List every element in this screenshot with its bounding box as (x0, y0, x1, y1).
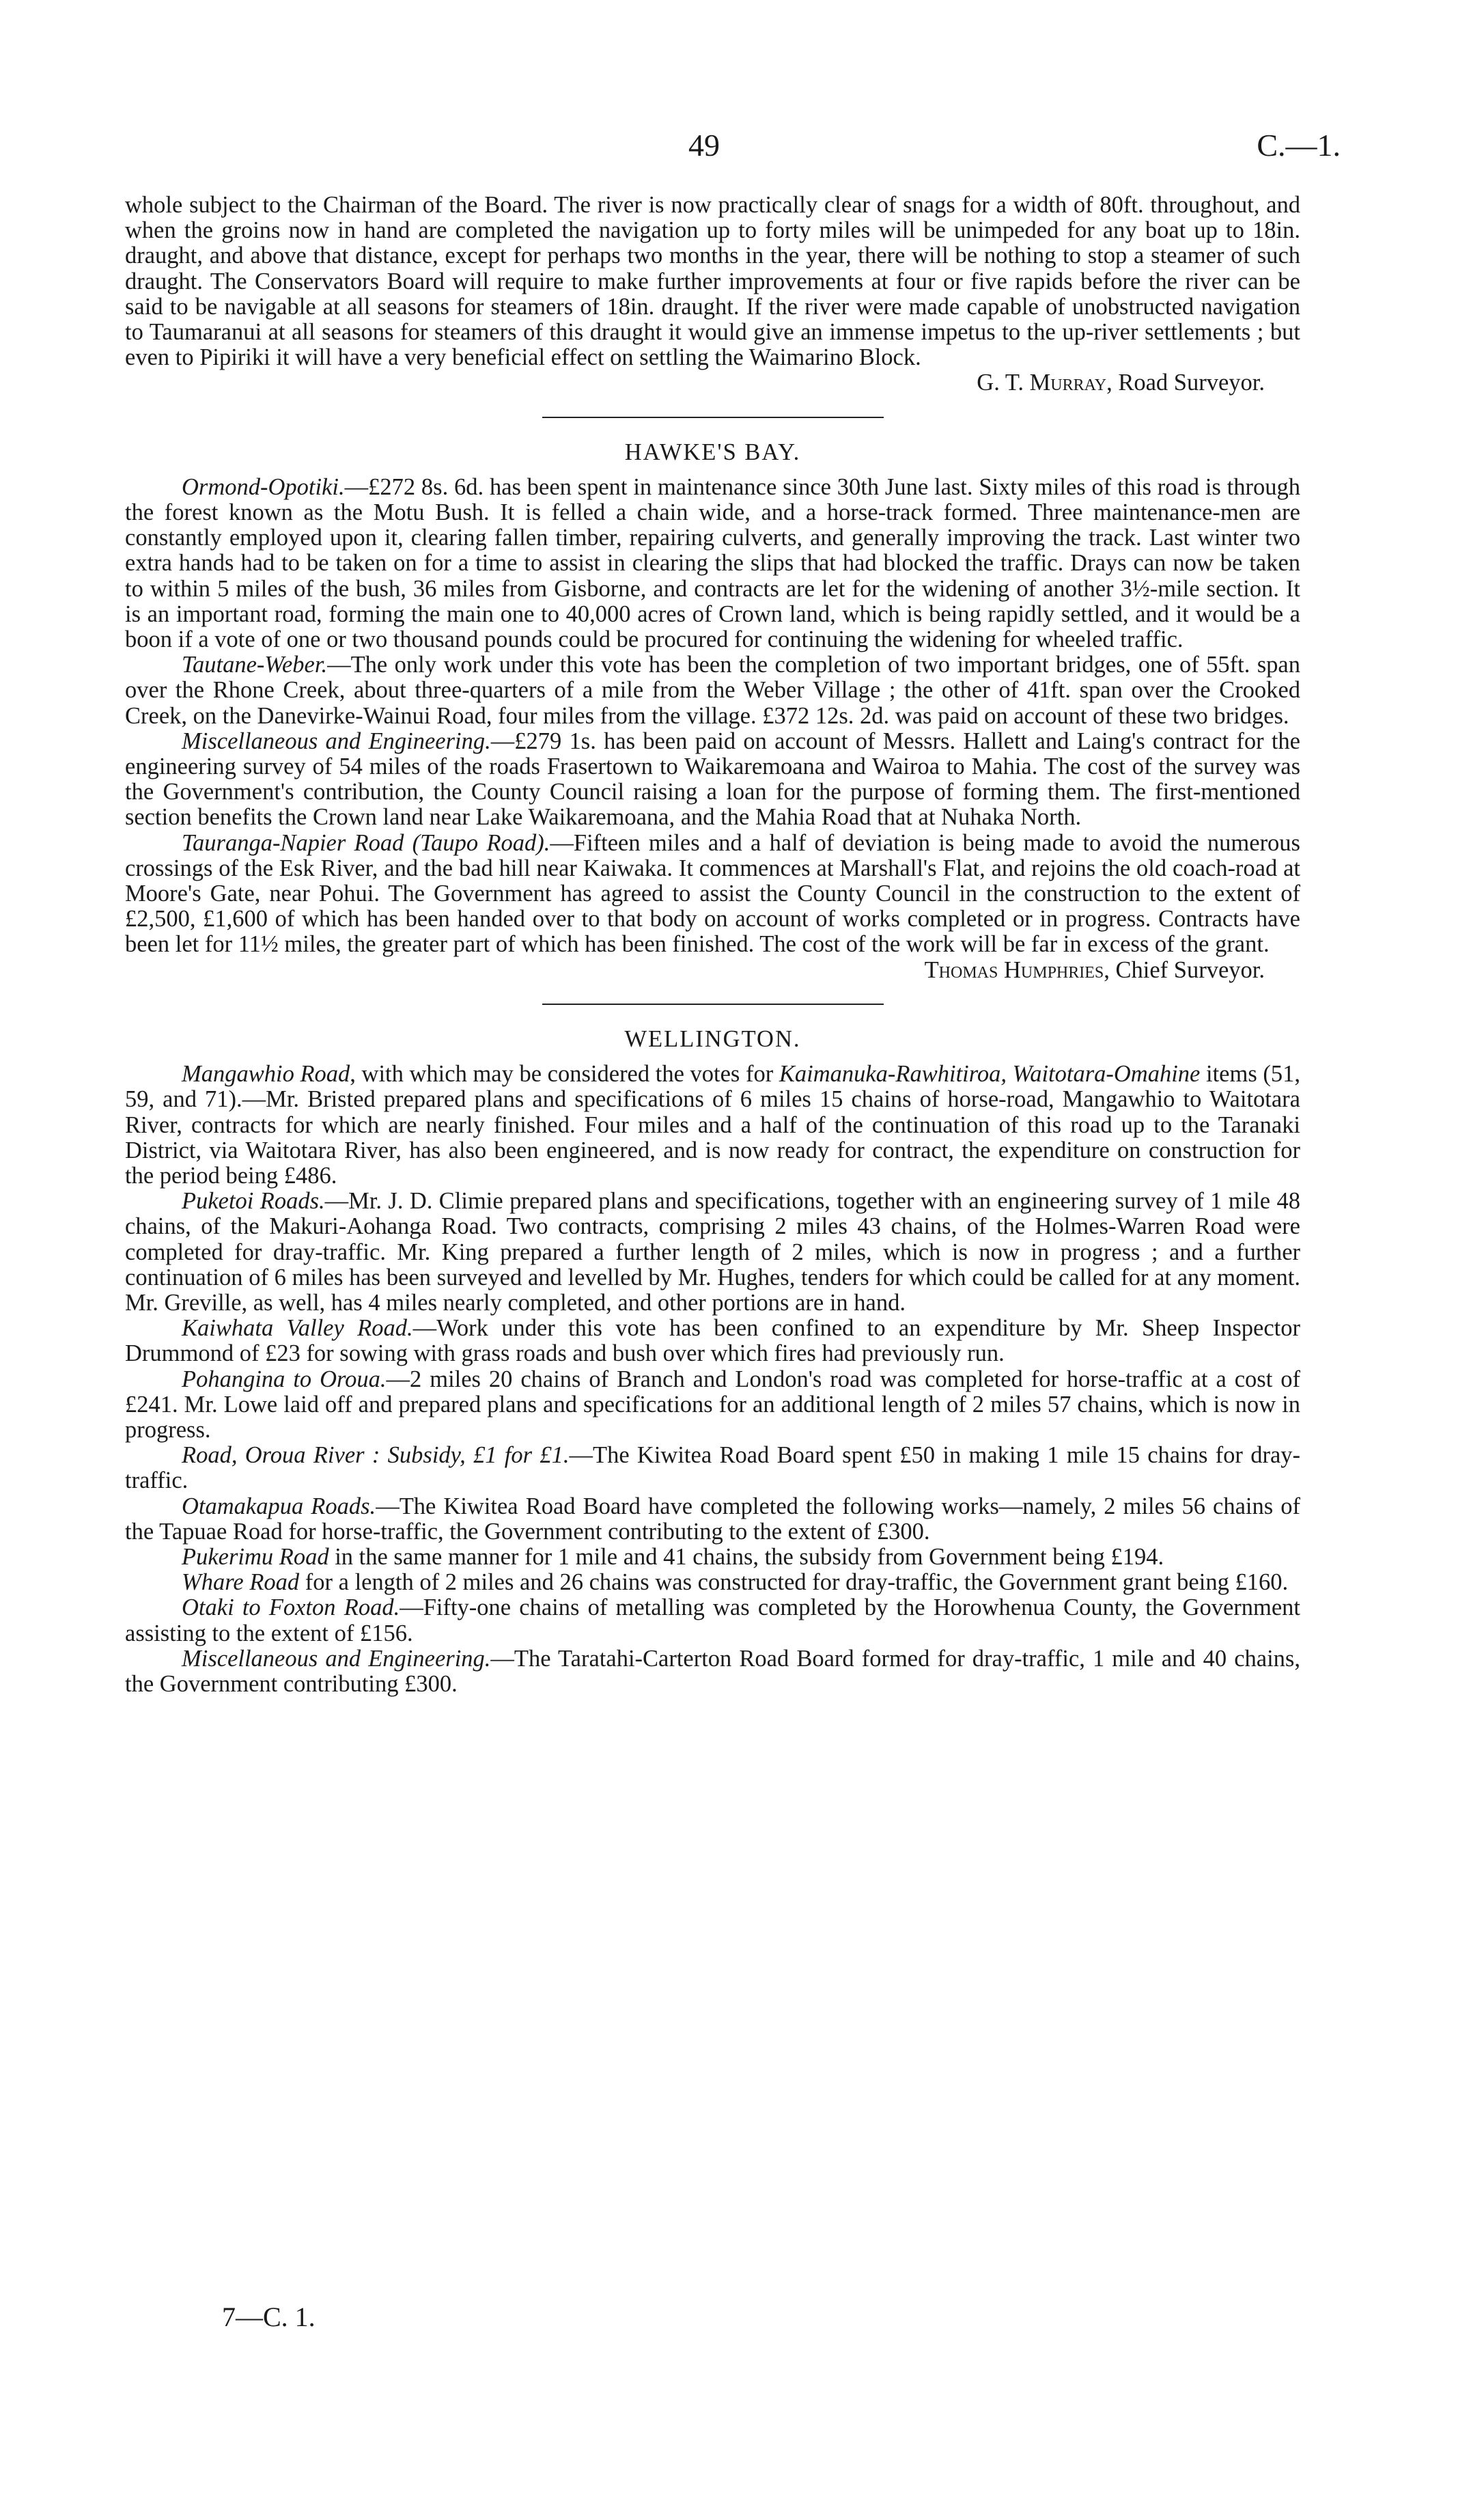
item-title: Kaiwhata Valley Road. (182, 1315, 413, 1342)
item-title: Kaimanuka-Rawhitiroa, Waitotara-Omahine (779, 1061, 1201, 1088)
wellington-paragraph (125, 1367, 1300, 1443)
item-title: Mangawhio Road (182, 1061, 350, 1088)
intro-signature-title: , Road Surveyor. (1106, 370, 1265, 396)
item-text: —2 miles 20 chains of Branch and London's road was completed for horse-traffic at a cost of £241. Mr. Lowe laid off and prepared plans and specifications for an additional length of 2 miles 57 chains, which is now in progress. (125, 1366, 1300, 1443)
item-title: Pohangina to Oroua. (182, 1366, 387, 1392)
item-title: Ormond-Opotiki. (182, 473, 345, 500)
item-title: Miscellaneous and Engineering. (182, 1645, 491, 1672)
intro-signature (125, 370, 1265, 396)
intro-signature-name: G. T. Murray (977, 370, 1107, 396)
page-number: 49 (688, 128, 720, 163)
item-title: Pukerimu Road (182, 1543, 329, 1570)
wellington-paragraph (125, 1595, 1300, 1646)
item-text: —Work under this vote has been confined to an expenditure by Mr. Sheep Inspector Drummond of £23 for sowing with grass roads and bush over which fires had previously run. (125, 1315, 1300, 1367)
section-divider (542, 1004, 884, 1005)
page-header (0, 127, 1484, 168)
item-text: —The only work under this vote has been the completion of two important bridges, one of 55ft. span over the Rhone Creek, about three-quarters of a mile from the Weber Village ; the other of 41ft. span over the Crooked Creek, on the Danevirke-Wainui Road, four miles from the village. £372 12s. 2d. was paid on account of these two bridges. (125, 652, 1300, 729)
wellington-paragraph (125, 1316, 1300, 1366)
item-text: items (51, 59, and 71).—Mr. Bristed prepared plans and specifications of 6 miles 15 chains of horse-road, Mangawhio to Waitotara River, contracts for which are nearly finished. Four miles and a half of the continuation of this road up to the Taranaki District, via Waitotara River, has also been engineered, and is now ready for contract, the expenditure on construction for the period being £486. (125, 1061, 1300, 1189)
page-body (125, 193, 1300, 1697)
item-text: —The Taratahi-Carterton Road Board formed for dray-traffic, 1 mile and 40 chains, the Government contributing £300. (125, 1645, 1300, 1697)
item-title: Road, Oroua River : Subsidy, £1 for £1. (182, 1442, 570, 1469)
signature-mark: 7—C. 1. (222, 2302, 316, 2332)
item-text: —Fifteen miles and a half of deviation is being made to avoid the numerous crossings of the Esk River, and the bad hill near Kaiwaka. It commences at Marshall's Flat, and rejoins the old coach-road at Moore's Gate, near Pohui. The Government has agreed to assist the County Council in the construction to the extent of £2,500, £1,600 of which has been handed over to that body on account of works completed or in progress. Contracts have been let for 11½ miles, the greater part of which has been finished. The cost of the work will be far in excess of the grant. (125, 829, 1300, 958)
section-divider (542, 417, 884, 418)
item-title: Miscellaneous and Engineering. (182, 728, 491, 754)
hawkes-bay-paragraph (125, 729, 1300, 831)
item-text: , with which may be considered the votes for (350, 1061, 779, 1088)
item-title: Tauranga-Napier Road (Taupo Road). (182, 829, 550, 856)
item-text: in the same manner for 1 mile and 41 chains, the subsidy from Government being £194. (328, 1543, 1164, 1570)
wellington-paragraph (125, 1545, 1300, 1570)
item-text: —The Kiwitea Road Board spent £50 in making 1 mile 15 chains for dray-traffic. (125, 1442, 1300, 1494)
wellington-paragraph (125, 1494, 1300, 1545)
item-text: —£272 8s. 6d. has been spent in maintenance since 30th June last. Sixty miles of this road is through the forest known as the Motu Bush. It is felled a chain wide, and a horse-track formed. Three maintenance-men are constantly employed upon it, clearing fallen timber, repairing culverts, and generally improving the track. Last winter two extra hands had to be taken on for a time to assist in clearing the slips that had blocked the traffic. Drays can now be taken to within 5 miles of the bush, 36 miles from Gisborne, and contracts are let for the widening of another 3½-mile section. It is an important road, forming the main one to 40,000 acres of Crown land, which is being rapidly settled, and it would be a boon if a vote of one or two thousand pounds could be procured for continuing the widening for wheeled traffic. (125, 473, 1300, 653)
hawkes-bay-signature-name: Thomas Humphries (924, 956, 1104, 983)
hawkes-bay-heading: HAWKE'S BAY. (624, 439, 801, 465)
item-text: —The Kiwitea Road Board have completed the following works—namely, 2 miles 56 chains of the Tapuae Road for horse-traffic, the Government contributing to the extent of £300. (125, 1493, 1300, 1545)
hawkes-bay-paragraph (125, 831, 1300, 958)
intro-paragraph: whole subject to the Chairman of the Board. The river is now practically clear of snags for a width of 80ft. throughout, and when the groins now in hand are completed the navigation up to forty miles will be unimpeded for any boat up to 18in. draught, and above that distance, except for perhaps two months in the year, there will be nothing to stop a steamer of such draught. The Conservators Board will require to make further improvements at four or five rapids before the river can be said to be navigable at all seasons for steamers of 18in. draught. If the river were made capable of unobstructed navigation to Taumaranui at all seasons for steamers of this draught it would give an immense impetus to the up-river settlements ; but even to Pipiriki it will have a very beneficial effect on settling the Waimarino Block. (125, 192, 1300, 371)
wellington-paragraph (125, 1570, 1300, 1595)
wellington-heading: WELLINGTON. (624, 1025, 801, 1052)
item-title: Whare Road (182, 1569, 300, 1596)
item-title: Otamakapua Roads. (182, 1493, 376, 1519)
hawkes-bay-paragraph (125, 652, 1300, 729)
item-title: Otaki to Foxton Road. (182, 1594, 400, 1621)
item-text: —Fifty-one chains of metalling was completed by the Horowhenua County, the Government assisting to the extent of £156. (125, 1594, 1301, 1646)
wellington-paragraph (125, 1189, 1300, 1316)
hawkes-bay-paragraph (125, 475, 1300, 652)
wellington-paragraph (125, 1646, 1300, 1697)
item-text: —Mr. J. D. Climie prepared plans and specifications, together with an engineering survey of 1 mile 48 chains, of the Makuri-Aohanga Road. Two contracts, comprising 2 miles 43 chains, of the Holmes-Warren Road were completed for dray-traffic. Mr. King prepared a further length of 2 miles, which is now in progress ; and a further continuation of 6 miles has been surveyed and levelled by Mr. Hughes, tenders for which could be called for at any moment. Mr. Greville, as well, has 4 miles nearly completed, and other portions are in hand. (125, 1188, 1300, 1316)
hawkes-bay-signature-title: , Chief Surveyor. (1104, 956, 1265, 983)
hawkes-bay-signature (125, 958, 1265, 983)
item-text: —£279 1s. has been paid on account of Messrs. Hallett and Laing's contract for the engineering survey of 54 miles of the roads Frasertown to Waikaremoana and Wairoa to Mahia. The cost of the survey was the Government's contribution, the County Council raising a loan for the purpose of forming them. The first-mentioned section benefits the Crown land near Lake Waikaremoana, and the Mahia Road that at Nuhaka North. (125, 728, 1300, 831)
item-title: Tautane-Weber. (182, 652, 328, 678)
item-text: for a length of 2 miles and 26 chains was constructed for dray-traffic, the Government grant being £160. (299, 1569, 1289, 1596)
wellington-paragraph (125, 1443, 1300, 1493)
item-title: Puketoi Roads. (182, 1188, 325, 1215)
wellington-paragraph (125, 1062, 1300, 1189)
document-reference: C.—1. (1257, 128, 1341, 163)
